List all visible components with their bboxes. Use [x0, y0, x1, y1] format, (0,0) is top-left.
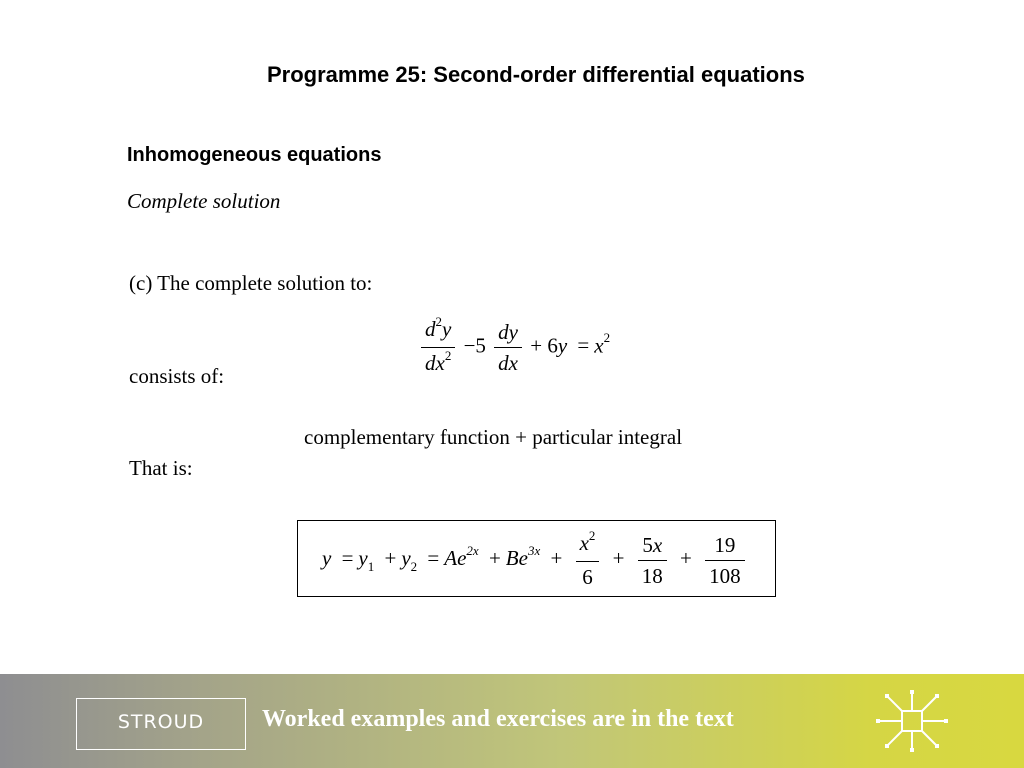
eq-equals: =	[577, 333, 590, 358]
sol-plus3: +	[550, 545, 563, 570]
sol-sub1: 1	[367, 558, 375, 574]
sol-fraction-3	[705, 530, 745, 591]
sol-plus2: +	[488, 545, 501, 570]
section-subheading: Complete solution	[127, 189, 281, 213]
footer-bar	[0, 674, 1024, 768]
sol-y2: y	[401, 545, 411, 570]
that-is-text: That is:	[129, 456, 193, 480]
sol-equals2: =	[427, 545, 440, 570]
footer-note: Worked examples and exercises are in the text	[262, 706, 734, 732]
section-heading: Inhomogeneous equations	[127, 144, 382, 166]
sol-y1: y	[358, 545, 368, 570]
eq-d-power: 2	[435, 314, 442, 329]
eq-coef1: 5	[475, 333, 486, 358]
eq-plus: +	[530, 333, 543, 358]
solution-equation	[322, 528, 748, 592]
eq-minus: −	[463, 333, 476, 358]
sol-plus4: +	[612, 545, 625, 570]
sol-f1-den: 6	[582, 565, 593, 589]
eq-y: y	[442, 317, 452, 341]
second-derivative-fraction	[421, 314, 455, 381]
first-derivative-fraction	[494, 317, 522, 378]
sol-fraction-1	[576, 528, 600, 592]
sol-f2-den: 18	[641, 563, 663, 588]
eq-dx: dx	[425, 351, 445, 375]
sol-Be: Be	[505, 545, 528, 570]
sol-Ae: Ae	[444, 545, 467, 570]
eq-x: x	[594, 333, 604, 358]
stroud-brand-box: STROUD	[76, 698, 246, 750]
sol-Ae-exp: 2x	[466, 542, 479, 558]
sol-f1-num: x	[579, 531, 589, 555]
components-text: complementary function + particular integral	[304, 425, 683, 449]
eq-dy: dy	[494, 317, 522, 348]
programme-title: Programme 25: Second-order differential equations	[267, 62, 805, 87]
eq-dx-power: 2	[444, 348, 452, 363]
sol-sub2: 2	[410, 558, 418, 574]
sol-Be-exp: 3x	[527, 542, 541, 558]
network-node-icon	[872, 688, 952, 754]
sol-equals1: =	[341, 545, 354, 570]
sol-plus5: +	[680, 545, 692, 570]
sol-plus1: +	[384, 545, 397, 570]
eq-d: d	[425, 317, 436, 341]
sol-fraction-2	[638, 530, 667, 591]
intro-text: (c) The complete solution to:	[129, 271, 373, 295]
sol-y: y	[322, 545, 332, 570]
sol-f3-den: 108	[709, 563, 741, 588]
eq-y2: y	[557, 333, 568, 358]
sol-f2-coef: 5	[642, 532, 653, 557]
sol-f2-var: x	[652, 532, 663, 557]
sol-f3-num: 19	[705, 530, 745, 561]
differential-equation	[418, 314, 610, 381]
eq-dx2: dx	[498, 351, 518, 375]
eq-coef2: 6	[547, 333, 558, 358]
eq-x-power: 2	[603, 330, 611, 346]
sol-f1-num-power: 2	[588, 528, 596, 543]
consists-text: consists of:	[129, 364, 225, 388]
